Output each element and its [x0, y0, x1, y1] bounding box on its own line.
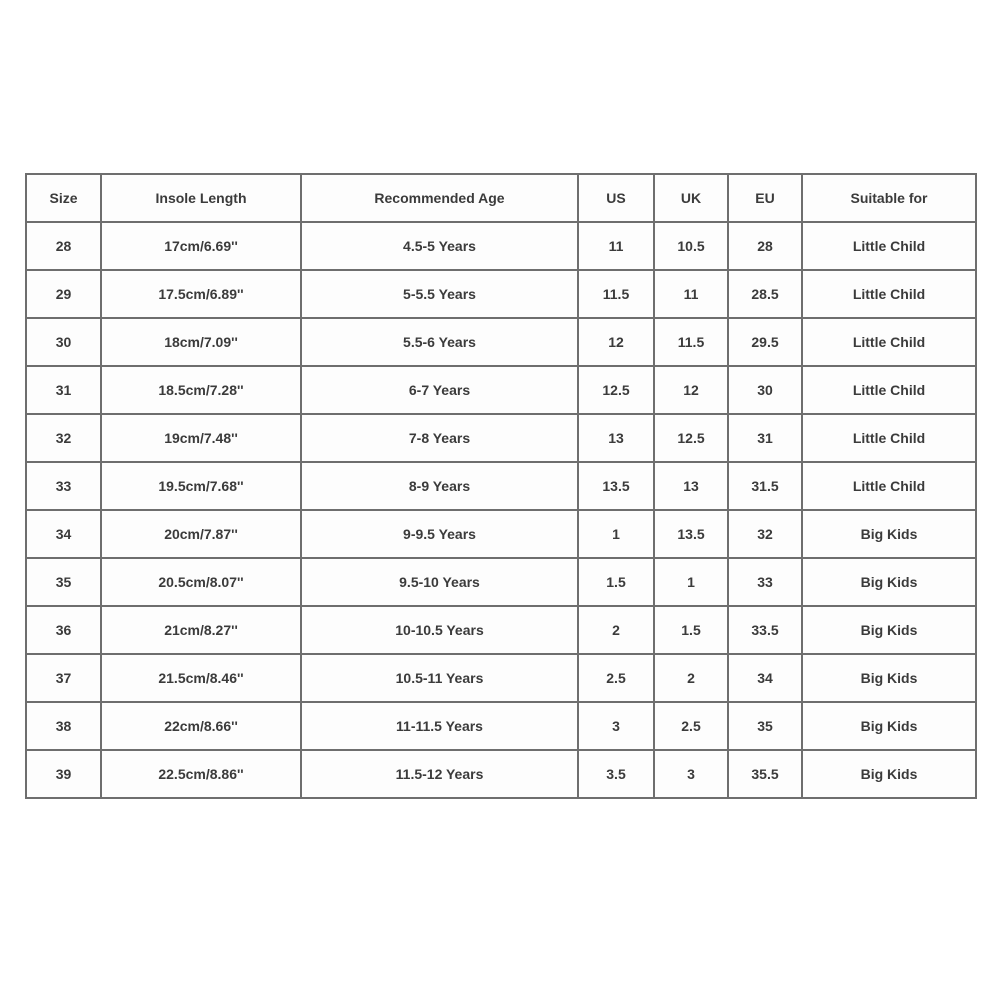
table-cell: 7-8 Years — [301, 414, 578, 462]
table-cell: 35 — [728, 702, 802, 750]
size-chart-table — [25, 173, 977, 799]
table-body — [26, 222, 976, 798]
table-row — [26, 270, 976, 318]
table-cell: 2 — [578, 606, 654, 654]
table-cell: Little Child — [802, 270, 976, 318]
table-cell: 30 — [728, 366, 802, 414]
table-cell: Big Kids — [802, 558, 976, 606]
column-header: Size — [26, 174, 101, 222]
table-cell: 21.5cm/8.46'' — [101, 654, 301, 702]
table-row — [26, 558, 976, 606]
table-cell: 38 — [26, 702, 101, 750]
table-cell: Big Kids — [802, 750, 976, 798]
table-cell: 9.5-10 Years — [301, 558, 578, 606]
table-cell: 11.5-12 Years — [301, 750, 578, 798]
table-cell: 32 — [26, 414, 101, 462]
table-cell: 13.5 — [654, 510, 728, 558]
table-cell: 11.5 — [654, 318, 728, 366]
table-cell: 22cm/8.66'' — [101, 702, 301, 750]
table-cell: 2.5 — [654, 702, 728, 750]
table-cell: 2 — [654, 654, 728, 702]
table-cell: 12.5 — [578, 366, 654, 414]
column-header: EU — [728, 174, 802, 222]
table-cell: 33 — [728, 558, 802, 606]
table-row — [26, 606, 976, 654]
table-cell: 28 — [26, 222, 101, 270]
table-cell: 11.5 — [578, 270, 654, 318]
table-cell: 29.5 — [728, 318, 802, 366]
table-cell: 28.5 — [728, 270, 802, 318]
table-cell: 5-5.5 Years — [301, 270, 578, 318]
column-header: Suitable for — [802, 174, 976, 222]
table-cell: 12 — [654, 366, 728, 414]
table-cell: 11-11.5 Years — [301, 702, 578, 750]
table-cell: 36 — [26, 606, 101, 654]
table-cell: 21cm/8.27'' — [101, 606, 301, 654]
table-cell: 11 — [654, 270, 728, 318]
table-cell: 33 — [26, 462, 101, 510]
table-cell: 2.5 — [578, 654, 654, 702]
table-cell: 18.5cm/7.28'' — [101, 366, 301, 414]
column-header: US — [578, 174, 654, 222]
table-cell: 3 — [654, 750, 728, 798]
table-cell: 18cm/7.09'' — [101, 318, 301, 366]
table-cell: 13.5 — [578, 462, 654, 510]
table-cell: 34 — [26, 510, 101, 558]
table-cell: Big Kids — [802, 510, 976, 558]
table-cell: 19cm/7.48'' — [101, 414, 301, 462]
table-cell: 32 — [728, 510, 802, 558]
table-cell: Little Child — [802, 414, 976, 462]
table-cell: 3 — [578, 702, 654, 750]
table-cell: 31.5 — [728, 462, 802, 510]
table-cell: 20cm/7.87'' — [101, 510, 301, 558]
table-cell: 34 — [728, 654, 802, 702]
table-row — [26, 318, 976, 366]
table-row — [26, 366, 976, 414]
table-cell: 3.5 — [578, 750, 654, 798]
table-cell: Big Kids — [802, 654, 976, 702]
table-cell: Big Kids — [802, 606, 976, 654]
table-cell: 31 — [728, 414, 802, 462]
table-cell: 22.5cm/8.86'' — [101, 750, 301, 798]
table-cell: 8-9 Years — [301, 462, 578, 510]
table-cell: 13 — [654, 462, 728, 510]
table-row — [26, 702, 976, 750]
table-cell: Little Child — [802, 318, 976, 366]
table-cell: 31 — [26, 366, 101, 414]
table-row — [26, 510, 976, 558]
table-cell: 12.5 — [654, 414, 728, 462]
table-cell: 12 — [578, 318, 654, 366]
table-cell: 20.5cm/8.07'' — [101, 558, 301, 606]
table-cell: 1.5 — [654, 606, 728, 654]
table-cell: 6-7 Years — [301, 366, 578, 414]
table-row — [26, 414, 976, 462]
table-cell: 35.5 — [728, 750, 802, 798]
table-cell: Little Child — [802, 222, 976, 270]
table-cell: 10-10.5 Years — [301, 606, 578, 654]
table-cell: 4.5-5 Years — [301, 222, 578, 270]
table-cell: 9-9.5 Years — [301, 510, 578, 558]
column-header: Insole Length — [101, 174, 301, 222]
table-cell: 29 — [26, 270, 101, 318]
table-cell: 19.5cm/7.68'' — [101, 462, 301, 510]
table-cell: 10.5 — [654, 222, 728, 270]
table-row — [26, 462, 976, 510]
column-header: UK — [654, 174, 728, 222]
table-cell: Big Kids — [802, 702, 976, 750]
table-cell: 10.5-11 Years — [301, 654, 578, 702]
table-cell: 33.5 — [728, 606, 802, 654]
table-row — [26, 654, 976, 702]
table-row — [26, 222, 976, 270]
table-cell: 13 — [578, 414, 654, 462]
table-cell: 1.5 — [578, 558, 654, 606]
table-cell: 17.5cm/6.89'' — [101, 270, 301, 318]
table-cell: Little Child — [802, 366, 976, 414]
table-cell: Little Child — [802, 462, 976, 510]
column-header: Recommended Age — [301, 174, 578, 222]
table-cell: 1 — [578, 510, 654, 558]
table-cell: 30 — [26, 318, 101, 366]
header-row — [26, 174, 976, 222]
table-cell: 28 — [728, 222, 802, 270]
table-row — [26, 750, 976, 798]
table-cell: 35 — [26, 558, 101, 606]
table-cell: 17cm/6.69'' — [101, 222, 301, 270]
table-cell: 5.5-6 Years — [301, 318, 578, 366]
table-cell: 11 — [578, 222, 654, 270]
table-cell: 39 — [26, 750, 101, 798]
table-cell: 37 — [26, 654, 101, 702]
table-cell: 1 — [654, 558, 728, 606]
